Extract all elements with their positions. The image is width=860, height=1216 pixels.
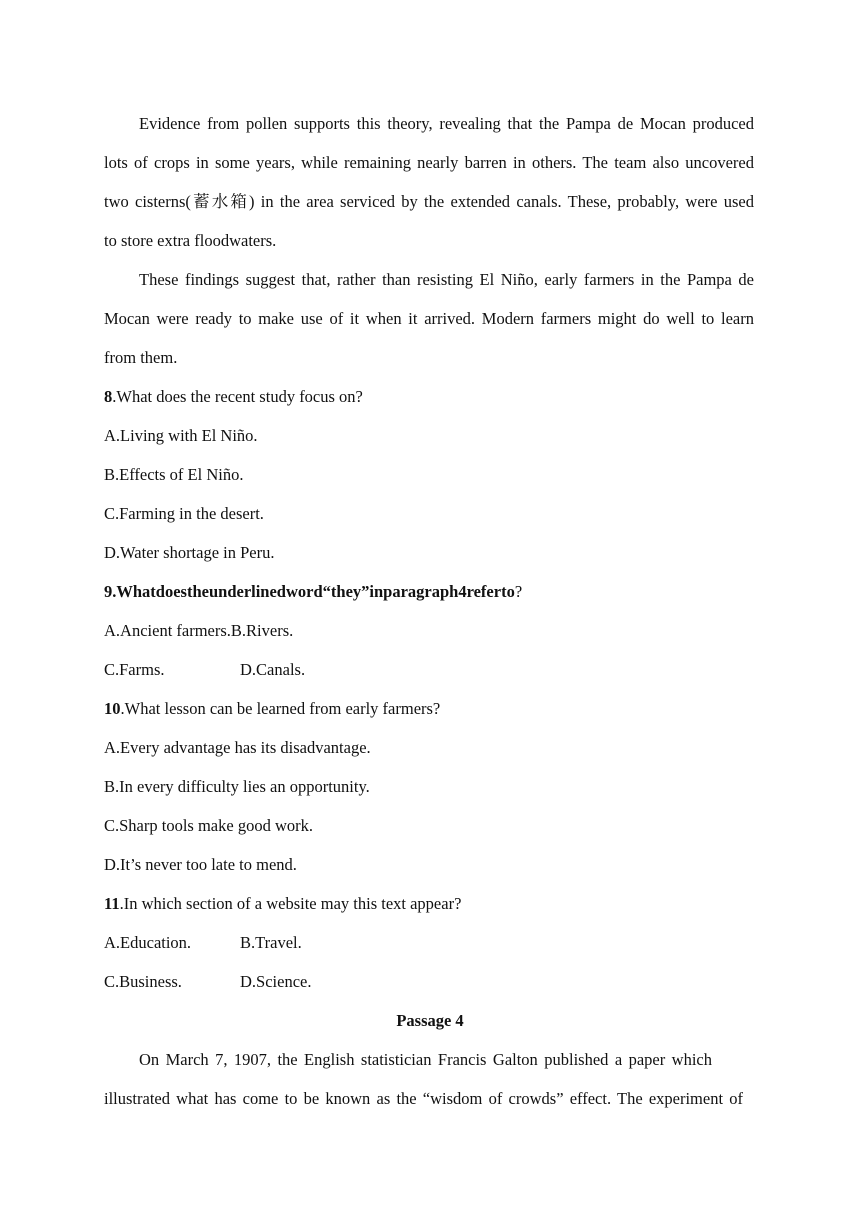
question-9-options-row-2	[104, 660, 305, 680]
question-number: 11	[104, 894, 120, 913]
question-8-option-b[interactable]: B.Effects of El Niño.	[104, 465, 244, 484]
question-8-option-a[interactable]: A.Living with El Niño.	[104, 426, 258, 445]
question-number: 10	[104, 699, 121, 718]
paragraph-line: Mocan were ready to make use of it when it arrived. Modern farmers might do well to learn	[104, 309, 754, 328]
question-10-stem	[104, 699, 440, 719]
question-11-option-a[interactable]: A.Education.	[104, 933, 192, 952]
question-10-option-b[interactable]: B.In every difficulty lies an opportunity.	[104, 777, 370, 796]
question-11-stem	[104, 894, 461, 914]
question-10-option-a[interactable]: A.Every advantage has its disadvantage.	[104, 738, 371, 757]
question-text: .In which section of a website may this text appear?	[119, 894, 462, 913]
question-11-option-c[interactable]: C.Business.	[104, 972, 182, 991]
question-9-option-b[interactable]: B.Rivers.	[230, 621, 294, 640]
question-10-option-c[interactable]: C.Sharp tools make good work.	[104, 816, 313, 835]
question-11-options-row-1	[104, 933, 302, 953]
question-text: .What does the recent study focus on?	[112, 387, 363, 406]
paragraph-line: illustrated what has come to be known as the “wisdom of crowds” effect. The experiment of	[104, 1089, 743, 1108]
question-9-option-c[interactable]: C.Farms.	[104, 660, 165, 679]
paragraph-line: On March 7, 1907, the English statistician Francis Galton published a paper which	[139, 1050, 712, 1069]
question-8-stem	[104, 387, 363, 407]
question-number: 8	[104, 387, 113, 406]
paragraph-line: lots of crops in some years, while remaining nearly barren in others. The team also uncovered	[104, 153, 754, 172]
question-10-option-d[interactable]: D.It’s never too late to mend.	[104, 855, 297, 874]
question-11-options-row-2	[104, 972, 311, 992]
question-mark: ?	[514, 582, 523, 601]
paragraph-line: from them.	[104, 348, 178, 367]
paragraph-line: Evidence from pollen supports this theory, revealing that the Pampa de Mocan produced	[139, 114, 754, 133]
question-8-option-d[interactable]: D.Water shortage in Peru.	[104, 543, 275, 562]
question-11-option-d[interactable]: D.Science.	[240, 972, 312, 991]
question-text: .What lesson can be learned from early farmers?	[120, 699, 441, 718]
question-9-options-row-1	[104, 621, 293, 641]
question-9-option-a[interactable]: A.Ancient farmers.	[104, 621, 231, 640]
question-8-option-c[interactable]: C.Farming in the desert.	[104, 504, 264, 523]
passage-heading: Passage 4	[396, 1011, 464, 1030]
question-number: 9	[104, 582, 113, 601]
question-11-option-b[interactable]: B.Travel.	[240, 933, 302, 952]
paragraph-line: two cisterns(蓄水箱) in the area serviced by the extended canals. These, probably, were used	[104, 192, 754, 211]
paragraph-line: These findings suggest that, rather than resisting El Niño, early farmers in the Pampa de	[139, 270, 754, 289]
question-text: .Whatdoestheunderlinedword“they”inparagraph4referto	[112, 582, 515, 601]
paragraph-line: to store extra floodwaters.	[104, 231, 277, 250]
question-9-stem	[104, 582, 522, 602]
question-9-option-d[interactable]: D.Canals.	[240, 660, 306, 679]
